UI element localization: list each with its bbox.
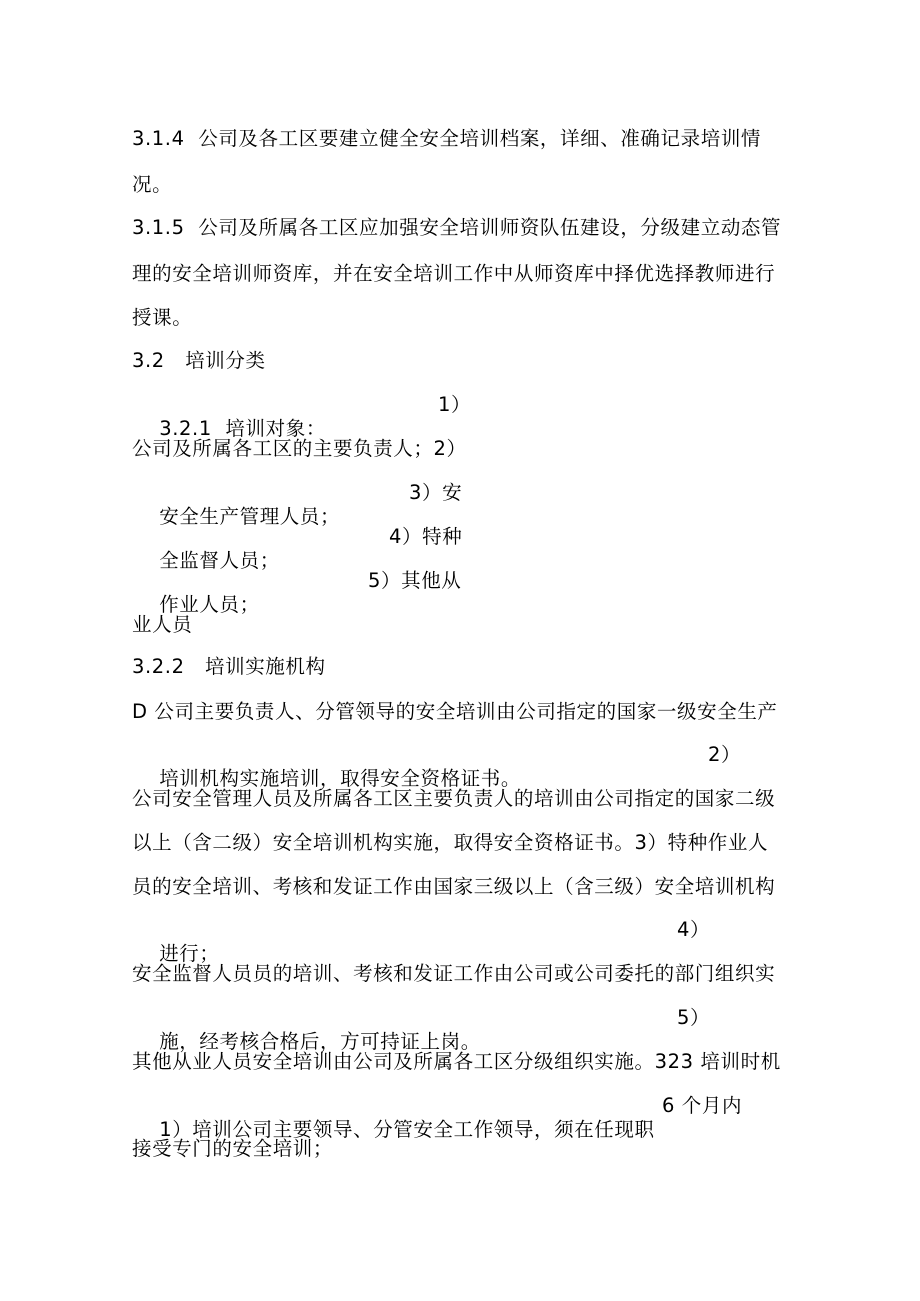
text-line: 接受专门的安全培训； [132, 1137, 334, 1160]
line-text: 作业人员； [159, 593, 260, 616]
list-marker: 4）特种 [389, 525, 463, 548]
list-marker: 5）其他从 [368, 569, 462, 592]
text-line: 3.1.5 公司及所属各工区应加强安全培训师资队伍建设，分级建立动态管 [132, 216, 782, 239]
section-heading: 3.2 培训分类 [132, 349, 266, 372]
text-line: D 公司主要负责人、分管领导的安全培训由公司指定的国家一级安全生产 [132, 700, 778, 723]
line-text: 3.2.1 培训对象： [159, 417, 326, 440]
text-line: 公司及所属各工区的主要负责人；2） [132, 437, 467, 460]
line-text: 安全生产管理人员； [159, 505, 341, 528]
line-text: 培训机构实施培训，取得安全资格证书。 [159, 767, 522, 790]
line-text: 全监督人员； [159, 549, 280, 572]
text-line: 员的安全培训、考核和发证工作由国家三级以上（含三级）安全培训机构 [132, 875, 776, 898]
list-marker: 5） [677, 1006, 711, 1029]
text-line: 安全监督人员员的培训、考核和发证工作由公司或公司委托的部门组织实 [132, 962, 776, 985]
text-line: 况。 [132, 173, 173, 196]
list-marker: 4） [677, 918, 711, 941]
list-marker: 2） [708, 743, 742, 766]
text-line: 以上（含二级）安全培训机构实施，取得安全资格证书。3）特种作业人 [132, 831, 769, 854]
text-line: 3.1.4 公司及各工区要建立健全安全培训档案，详细、准确记录培训情 [132, 127, 762, 150]
time-limit: 6 个月内 [662, 1094, 743, 1117]
text-line: 授课。 [132, 306, 193, 329]
text-line: 理的安全培训师资库，并在安全培训工作中从师资库中择优选择教师进行 [132, 262, 776, 285]
list-marker: 3）安 [409, 481, 463, 504]
line-text: 1）培训公司主要领导、分管安全工作领导，须在任现职 [159, 1118, 655, 1141]
list-marker: 1） [438, 393, 472, 416]
line-text: 施，经考核合格后，方可持证上岗。 [159, 1030, 481, 1053]
section-heading: 3.2.2 培训实施机构 [132, 655, 326, 678]
text-line: 其他从业人员安全培训由公司及所属各工区分级组织实施。323 培训时机 [132, 1050, 781, 1073]
text-line: 业人员 [132, 613, 193, 636]
line-text: 进行； [159, 942, 220, 965]
text-line: 公司安全管理人员及所属各工区主要负责人的培训由公司指定的国家二级 [132, 787, 776, 810]
